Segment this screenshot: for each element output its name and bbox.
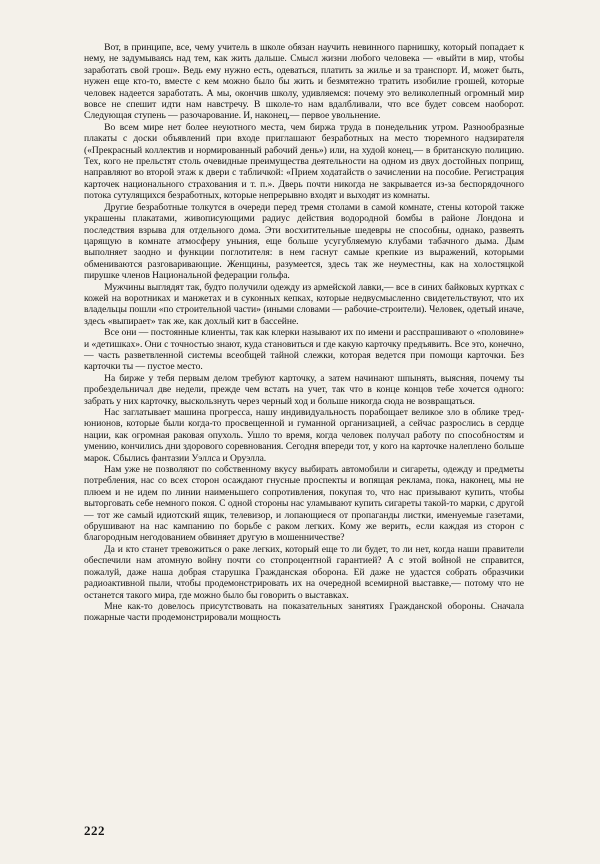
paragraph-1: Вот, в принципе, все, чему учитель в школе обязан научить невинного парнишку, который попадает к нему, не задумываясь над тем, как жить дальше. Смысл жизни любого человека — «выйти в мир, чтобы заработать свой грош». Ведь ему нужно есть, одеваться, платить за жилье и за транспорт. И, может быть, нужен еще кто-то, вместе с кем можно было бы жить и безмятежно тратить изобилие грошей, которые человек надеется заработать. А мы, окончив школу, удивляемся: почему это великолепный огромный мир вовсе не спешит идти нам навстречу. В школе-то нам вдалбливали, что все будет совсем наоборот. Следующая ступень — разочарование. И, наконец,— первое увольнение.: [84, 42, 524, 122]
page-number: 222: [84, 823, 105, 838]
paragraph-5: Все они — постоянные клиенты, так как клерки называют их по имени и расспрашивают о «половине» и «детишках». Они с точностью знают, куда становиться и где какую карточку предъявить. Все это, конечно,— часть разветвленной системы всеобщей тайной слежки, которая ведется при помощи карточки. Без карточки ты — пустое место.: [84, 327, 524, 373]
paragraph-4: Мужчины выглядят так, будто получили одежду из армейской лавки,— все в синих байковых куртках с кожей на воротниках и манжетах и в суконных кепках, которые недвусмысленно свидетельствуют, что их владельцы пошли «по строительной части» (иными словами — рабочие-строители). Человек, одетый иначе, здесь «выпирает» так же, как дохлый кит в бассейне.: [84, 281, 524, 327]
paragraph-7: Нас заглатывает машина прогресса, нашу индивидуальность порабощает великое зло в облике тред-юнионов, которые были когда-то просвещенной и гуманной организацией, а сейчас разрослись в сердце нации, как огромная раковая опухоль. Ушло то время, когда человек получал работу по способностям и умению, кончились дни здорового соревнования. Сегодня впереди тот, у кого на карточке налеплено больше марок. Сбылись фантазии Уэллса и Оруэлла.: [84, 407, 524, 464]
paragraph-9: Да и кто станет тревожиться о раке легких, который еще то ли будет, то ли нет, когда наши правители обеспечили нам атомную войну почти со стопроцентной гарантией? А с этой войной не справится, пожалуй, даже наша добрая старушка Гражданская оборона. Ей даже не удастся собрать образчики радиоактивной пыли, чтобы продемонстрировать их на очередной всемирной выставке,— потому что не останется такого мира, где можно было бы говорить о выставках.: [84, 543, 524, 601]
paragraph-10: Мне как-то довелось присутствовать на показательных занятиях Гражданской обороны. Сначала пожарные части продемонстрировали мощность: [84, 600, 524, 624]
paragraph-3: Другие безработные толкутся в очереди перед тремя столами в самой комнате, стены которой также украшены плакатами, живописующими радиус действия водородной бомбы в районе Лондона и последствия взрыва для отдельного дома. Эти восхитительные шедевры не способны, однако, развеять царящую в комнате атмосферу уныния, еще больше усугубляемую клубами табачного дыма. Дым выполняет заодно и функции поглотителя: в нем гаснут самые крепкие из выражений, которыми обмениваются разговаривающие. Женщины, разумеется, здесь так же неуместны, как на холостяцкой пирушке членов Национальной федерации гольфа.: [84, 201, 524, 282]
paragraph-6: На бирже у тебя первым делом требуют карточку, а затем начинают шпынять, выясняя, почему ты пробездельничал две недели, прежде чем встать на учет, так что в конце концов тебе хочется одного: забрать у них карточку, выскользнуть через черный ход и больше никогда сюда не возвращаться.: [84, 372, 524, 407]
paragraph-2: Во всем мире нет более неуютного места, чем биржа труда в понедельник утром. Разнообразные плакаты с доски объявлений при входе приглашают безработных на место тюремного надзирателя («Прекрасный коллектив и нормированный рабочий день») или, на худой конец,— в британскую полицию. Тех, кого не прельстят столь очевидные преимущества деятельности на одном из двух достойных поприщ, направляют во второй этаж к двери с табличкой: «Прием ходатайств о зачислении на пособие. Регистрация карточек национального страхования и т. п.». Дверь почти никогда не закрывается из-за беспорядочного потока сутулящихся безработных, которые непрерывно входят и выходят из комнаты.: [84, 121, 524, 202]
paragraph-8: Нам уже не позволяют по собственному вкусу выбирать автомобили и сигареты, одежду и предметы потребления, нас со всех сторон осаждают гнусные проспекты и вопящая реклама, пока, наконец, мы не плюем и не идем по линии наименьшего сопротивления, покупая то, что нас призывают купить, чтобы выторговать себе немного покоя. С одной стороны нас уламывают купить сигареты такой-то марки, с другой — тот же самый идиотский ящик, телевизор, и лопающиеся от пропаганды листки, именуемые газетами, обрушивают на нас кампанию по борьбе с раком легких. Кому же верить, если каждая из сторон с благородным негодованием обвиняет другую в мошенничестве?: [84, 464, 524, 544]
body-text: [84, 42, 524, 624]
